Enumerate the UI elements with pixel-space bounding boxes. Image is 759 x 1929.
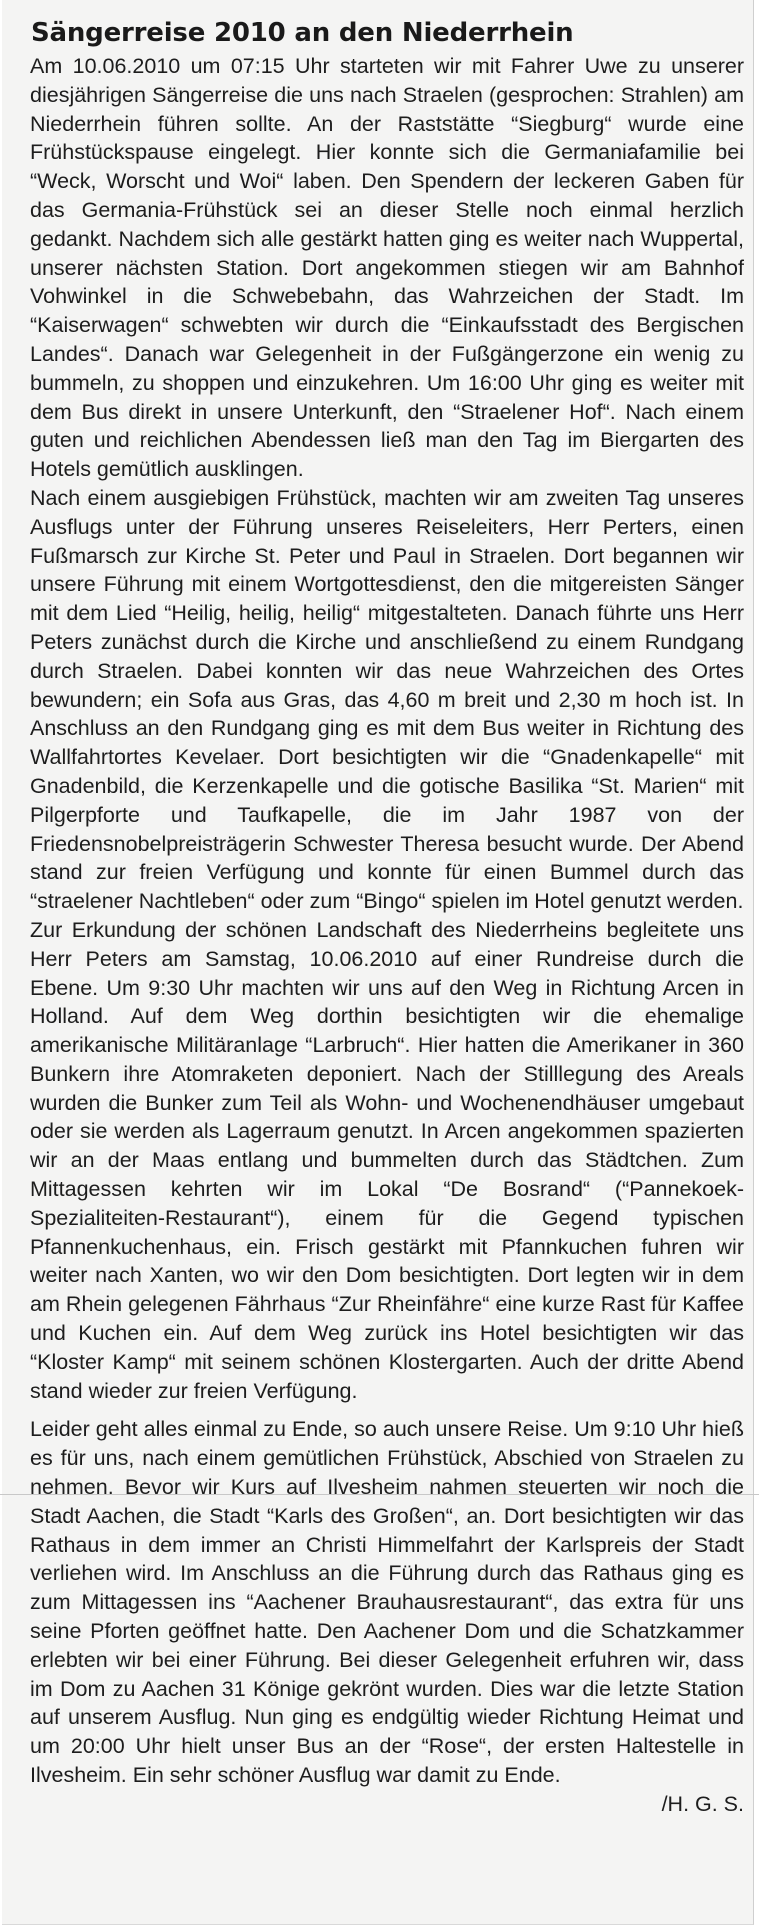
author-signature: /H. G. S. [661, 1791, 744, 1816]
signature-line [30, 1790, 744, 1819]
article [30, 16, 744, 1819]
paragraph-day-2: Nach einem ausgiebigen Frühstück, machten wir am zweiten Tag unseres Ausflugs unter der Führung unseres Reiseleiters, Herr Perters, einen Fußmarsch zur Kirche St. Peter und Paul in Straelen. Dort begannen wir unsere Führung mit einem Wortgottesdienst, den die mitgereisten Sänger mit dem Lied “Heilig, heilig, heilig“ mitgestalteten. Danach führte uns Herr Peters zunächst durch die Kirche und anschließend zu einem Rundgang durch Straelen. Dabei konnten wir das neue Wahrzeichen des Ortes bewundern; ein Sofa aus Gras, das 4,60 m breit und 2,30 m hoch ist. In Anschluss an den Rundgang ging es mit dem Bus weiter in Richtung des Wallfahrtortes Kevelaer. Dort besichtigten wir die “Gnadenkapelle“ mit Gnadenbild, die Kerzenkapelle und die gotische Basilika “St. Marien“ mit Pilgerpforte und Taufkapelle, die im Jahr 1987 von der Friedensnobelpreisträgerin Schwester Theresa besucht wurde. Der Abend stand zur freien Verfügung und konnte für einen Bummel durch das “straelener Nachtleben“ oder zum “Bingo“ spielen im Hotel genutzt werden. [30, 485, 744, 914]
paragraph-day-1: Am 10.06.2010 um 07:15 Uhr starteten wir mit Fahrer Uwe zu unserer diesjährigen Sängerreise die uns nach Straelen (gesprochen: Strahlen) am Niederrhein führen sollte. An der Raststätte “Siegburg“ wurde eine Frühstückspause eingelegt. Hier konnte sich die Germaniafamilie bei “Weck, Worscht und Woi“ laben. Den Spendern der leckeren Gaben für das Germania-Frühstück sei an dieser Stelle noch einmal herzlich gedankt. Nachdem sich alle gestärkt hatten ging es weiter nach Wuppertal, unserer nächsten Station. Dort angekommen stiegen wir am Bahnhof Vohwinkel in die Schwebebahn, das Wahrzeichen der Stadt. Im “Kaiserwagen“ schwebten wir durch die “Einkaufsstadt des Bergischen Landes“. Danach war Gelegenheit in der Fußgängerzone ein wenig zu bummeln, zu shoppen und einzukehren. Um 16:00 Uhr ging es weiter mit dem Bus direkt in unsere Unterkunft, den “Straelener Hof“. Nach einem guten und reichlichen Abendessen ließ man den Tag im Biergarten des Hotels gemütlich ausklingen. [30, 54, 744, 482]
paragraph-day-3: Zur Erkundung der schönen Landschaft des Niederrheins begleitete uns Herr Peters am Samstag, 10.06.2010 auf einer Rundreise durch die Ebene. Um 9:30 Uhr machten wir uns auf den Weg in Richtung Arcen in Holland. Auf dem Weg dorthin besichtigten wir die ehemalige amerikanische Militäranlage “Larbruch“. Hier hatten die Amerikaner in 360 Bunkern ihre Atomraketen deponiert. Nach der Stilllegung des Areals wurden die Bunker zum Teil als Wohn- und Wochenendhäuser umgebaut oder sie werden als Lagerraum genutzt. In Arcen angekommen spazierten wir an der Maas entlang und bummelten durch das Städtchen. Zum Mittagessen kehrten wir im Lokal “De Bosrand“ (“Pannekoek-Spezialiteiten-Restaurant“), einem für die Gegend typischen Pfannenkuchenhaus, ein. Frisch gestärkt mit Pfannkuchen fuhren wir weiter nach Xanten, wo wir den Dom besichtigten. Dort legten wir in dem am Rhein gelegenen Fährhaus “Zur Rheinfähre“ eine kurze Rast für Kaffee und Kuchen ein. Auf dem Weg zurück ins Hotel besichtigten wir das “Kloster Kamp“ mit seinem schönen Klostergarten. Auch der dritte Abend stand wieder zur freien Verfügung. [30, 917, 744, 1403]
article-title: Sängerreise 2010 an den Niederrhein [31, 18, 574, 48]
paragraph-day-4: Leider geht alles einmal zu Ende, so auch unsere Reise. Um 9:10 Uhr hieß es für uns, nach einem gemütlichen Frühstück, Abschied von Straelen zu nehmen. Bevor wir Kurs auf Ilvesheim nahmen steuerten wir noch die Stadt Aachen, die Stadt “Karls des Großen“, an. Dort besichtigten wir das Rathaus in dem immer an Christi Himmelfahrt der Karlspreis der Stadt verliehen wird. Im Anschluss an die Führung durch das Rathaus ging es zum Mittagessen ins “Aachener Brauhausrestaurant“, das extra für uns seine Pforten geöffnet hatte. Den Aachener Dom und die Schatzkammer erlebten wir bei einer Führung. Bei dieser Gelegenheit erfuhren wir, dass im Dom zu Aachen 31 Könige gekrönt wurden. Dies war die letzte Station auf unserem Ausflug. Nun ging es endgültig wieder Richtung Heimat und um 20:00 Uhr hielt unser Bus an der “Rose“, der ersten Haltestelle in Ilvesheim. Ein sehr schöner Ausflug war damit zu Ende. [30, 1417, 744, 1788]
